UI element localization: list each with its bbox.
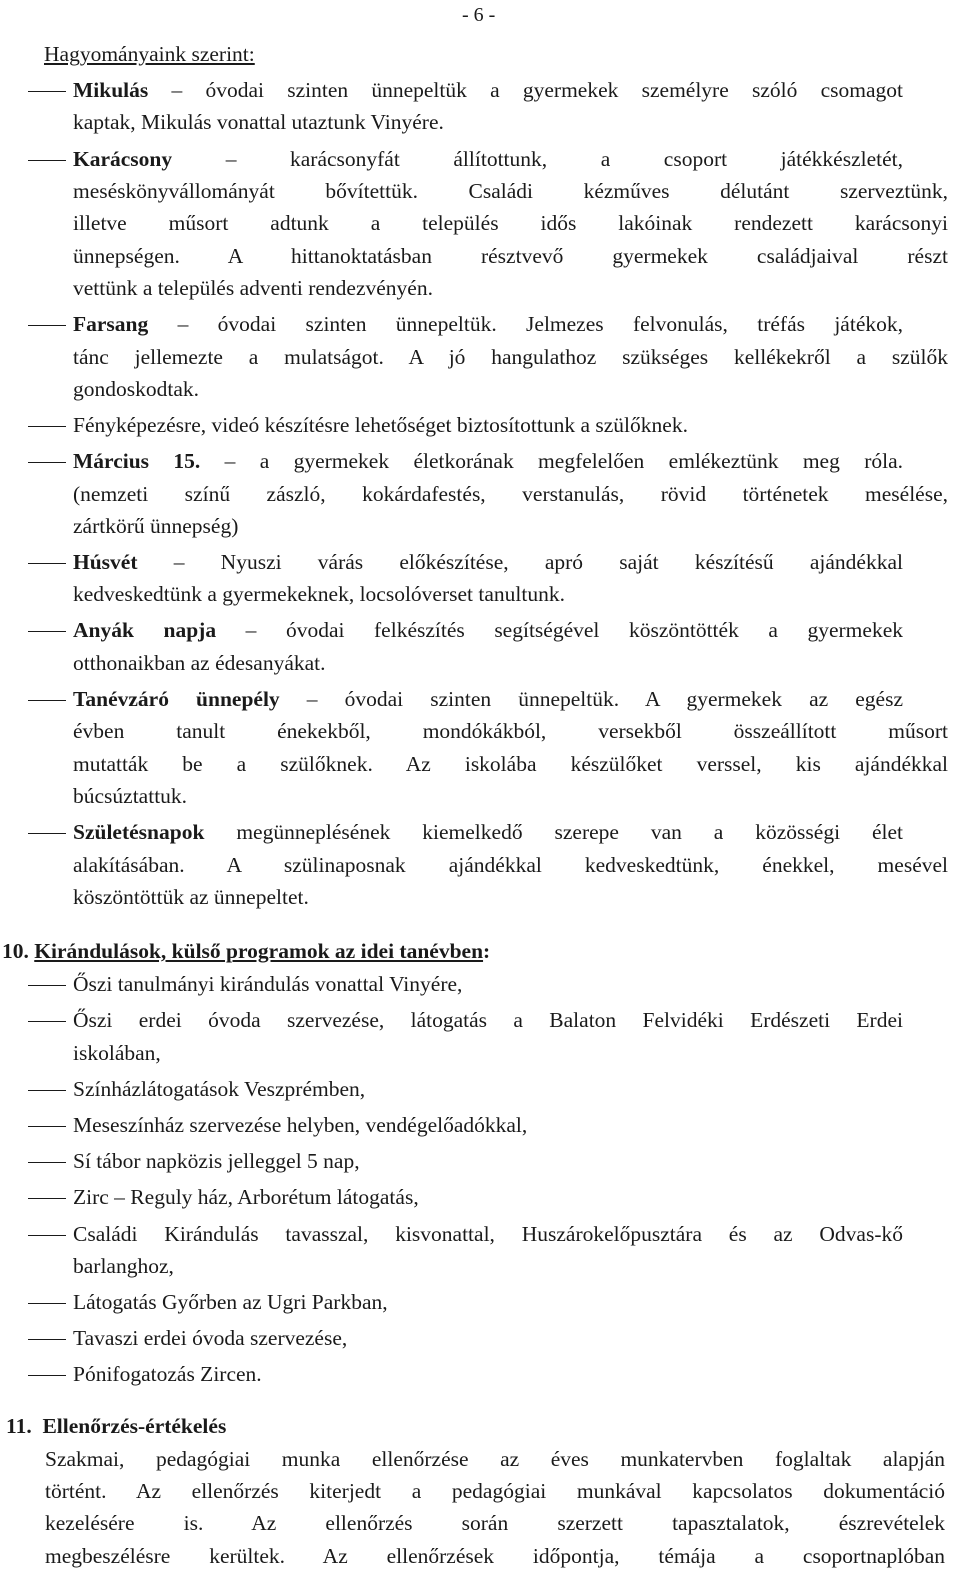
list-item: Zirc – Reguly ház, Arborétum látogatás, xyxy=(28,1181,419,1213)
list-item-cont: iskolában, xyxy=(73,1041,161,1065)
list-item-marcius-cont: (nemzeti színű zászló, kokárdafestés, verstanulás, rövid történetek mesélése, xyxy=(73,482,948,506)
list-item-husvet: Húsvét – Nyuszi várás előkészítése, apró saját készítésű ajándékkal xyxy=(28,546,903,578)
list-item: Családi Kirándulás tavasszal, kisvonattal, Huszárokelőpusztára és az Odvas-kő xyxy=(28,1218,903,1250)
list-item: Sí tábor napközis jelleggel 5 nap, xyxy=(28,1145,360,1177)
list-item: Őszi tanulmányi kirándulás vonattal Vinyére, xyxy=(28,968,462,1000)
list-item-foto: Fényképezésre, videó készítésre lehetőséget biztosítottunk a szülőknek. xyxy=(28,409,688,441)
list-item-marcius: Március 15. – a gyermekek életkorának megfelelően emlékeztünk meg róla. xyxy=(28,445,903,477)
list-item-farsang-cont: gondoskodtak. xyxy=(73,377,200,401)
section-11-title: 11. Ellenőrzés-értékelés xyxy=(6,1414,227,1438)
section-11-paragraph-line: megbeszélésre kerültek. Az ellenőrzések időpontja, témája a csoportnaplóban xyxy=(45,1544,945,1568)
list-item: Színházlátogatások Veszprémben, xyxy=(28,1073,365,1105)
list-item-mikulas-cont: kaptak, Mikulás vonattal utaztunk Vinyére. xyxy=(73,110,444,134)
section-11-paragraph-line: Szakmai, pedagógiai munka ellenőrzése az éves munkatervben foglaltak alapján xyxy=(45,1447,945,1471)
list-item-mikulas: Mikulás – óvodai szinten ünnepeltük a gyermekek személyre szóló csomagot xyxy=(28,74,903,106)
list-item-karacsony-cont: illetve műsort adtunk a település idős lakóinak rendezett karácsonyi xyxy=(73,211,948,235)
list-item-karacsony-cont: ünnepségen. A hittanoktatásban résztvevő gyermekek családjaival részt xyxy=(73,244,948,268)
list-item-farsang: Farsang – óvodai szinten ünnepeltük. Jelmezes felvonulás, tréfás játékok, xyxy=(28,308,903,340)
list-item-karacsony-cont: meséskönyvállományát bővítettük. Családi kézműves délutánt szerveztünk, xyxy=(73,179,948,203)
list-item-tanevzaro-cont: évben tanult énekekből, mondókákból, versekből összeállított műsort xyxy=(73,719,948,743)
traditions-heading: Hagyományaink szerint: xyxy=(44,42,255,66)
list-item-marcius-cont: zártkörű ünnepség) xyxy=(73,514,239,538)
page-number: - 6 - xyxy=(462,4,496,26)
list-item-anyak-napja: Anyák napja – óvodai felkészítés segítségével köszöntötték a gyermekek xyxy=(28,614,903,646)
list-item-karacsony: Karácsony – karácsonyfát állítottunk, a csoport játékkészletét, xyxy=(28,143,903,175)
list-item: Látogatás Győrben az Ugri Parkban, xyxy=(28,1286,388,1318)
list-item-tanevzaro-cont: mutatták be a szülőknek. Az iskolába készülőket verssel, kis ajándékkal xyxy=(73,752,948,776)
list-item-tanevzaro-cont: búcsúztattuk. xyxy=(73,784,188,808)
section-10-title: 10. Kirándulások, külső programok az idei tanévben: xyxy=(2,939,491,963)
list-item-cont: barlanghoz, xyxy=(73,1254,174,1278)
list-item: Őszi erdei óvoda szervezése, látogatás a Balaton Felvidéki Erdészeti Erdei xyxy=(28,1004,903,1036)
list-item-farsang-cont: tánc jellemezte a mulatságot. A jó hangulathoz szükséges kellékekről a szülők xyxy=(73,345,948,369)
list-item: Pónifogatozás Zircen. xyxy=(28,1358,262,1390)
section-11-paragraph-line: történt. Az ellenőrzés kiterjedt a pedagógiai munkával kapcsolatos dokumentáció xyxy=(45,1479,945,1503)
section-11-paragraph-line: kezelésére is. Az ellenőrzés során szerzett tapasztalatok, észrevételek xyxy=(45,1511,945,1535)
list-item-szuletesnapok-cont: alakításában. A szülinaposnak ajándékkal kedveskedtünk, énekkel, mesével xyxy=(73,853,948,877)
list-item: Tavaszi erdei óvoda szervezése, xyxy=(28,1322,347,1354)
list-item-anyak-napja-cont: otthonaikban az édesanyákat. xyxy=(73,651,326,675)
list-item: Meseszínház szervezése helyben, vendégelőadókkal, xyxy=(28,1109,527,1141)
list-item-tanevzaro: Tanévzáró ünnepély – óvodai szinten ünnepeltük. A gyermekek az egész xyxy=(28,683,903,715)
list-item-szuletesnapok: Születésnapok megünneplésének kiemelkedő szerepe van a közösségi élet xyxy=(28,816,903,848)
list-item-szuletesnapok-cont: köszöntöttük az ünnepeltet. xyxy=(73,885,309,909)
list-item-husvet-cont: kedveskedtünk a gyermekeknek, locsolóverset tanultunk. xyxy=(73,582,565,606)
list-item-karacsony-cont: vettünk a település adventi rendezvényén. xyxy=(73,276,433,300)
